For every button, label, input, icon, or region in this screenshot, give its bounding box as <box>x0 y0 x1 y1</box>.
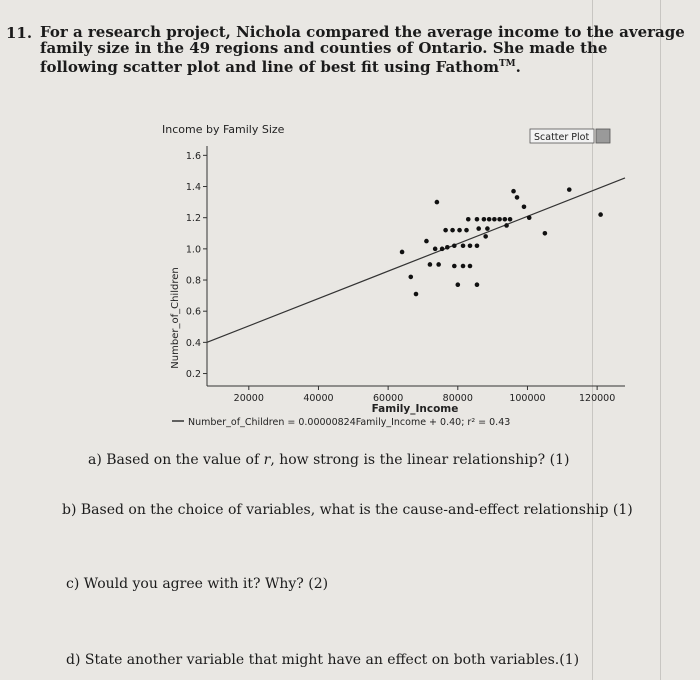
panel-label: Scatter Plot <box>534 132 590 143</box>
subquestion-a-variable: r <box>263 452 271 468</box>
data-point <box>504 223 509 228</box>
data-point <box>475 282 480 287</box>
data-point <box>424 239 429 244</box>
data-point <box>450 228 455 233</box>
trademark-mark: TM <box>498 59 516 69</box>
regression-equation: Number_of_Children = 0.00000824Family_Income + 0.40; r² = 0.43 <box>188 417 511 428</box>
chart-title: Income by Family Size <box>162 123 285 136</box>
x-tick-label: 80000 <box>442 393 473 404</box>
data-point <box>482 217 487 222</box>
subquestion-b: b) Based on the choice of variables, what is the cause-and-effect relationship (1) <box>62 502 633 518</box>
question-text <box>40 24 685 75</box>
data-point <box>436 262 441 267</box>
data-point <box>457 228 462 233</box>
data-point <box>452 264 457 269</box>
data-point <box>487 217 492 222</box>
question-text-end: . <box>515 58 521 76</box>
y-tick-label: 1.6 <box>185 150 201 162</box>
data-point <box>515 195 520 200</box>
panel-menu-icon <box>596 129 610 143</box>
data-point <box>461 243 466 248</box>
y-tick-label: 1.4 <box>185 182 201 194</box>
subquestion-a <box>88 452 569 468</box>
data-point <box>527 215 532 220</box>
subquestion-a-rest: , how strong is the linear relationship? (1) <box>270 452 570 468</box>
data-point <box>497 217 502 222</box>
y-axis-label: Number_of_Children <box>170 267 181 369</box>
question-text-body: For a research project, Nichola compared the average income to the average family size in the 49 regions and counties of Ontario. She made the following scatter plot and line of best fit using Fathom <box>40 23 685 76</box>
scatter-plot-svg <box>150 118 630 438</box>
y-tick-label: 0.8 <box>185 275 201 287</box>
subquestion-d: d) State another variable that might have an effect on both variables.(1) <box>66 652 580 668</box>
y-tick-label: 1.2 <box>185 213 201 225</box>
data-point <box>445 245 450 250</box>
data-point <box>508 217 513 222</box>
y-tick-label: 0.6 <box>185 306 201 318</box>
data-point <box>408 275 413 280</box>
data-point <box>400 250 405 255</box>
best-fit-line <box>207 178 625 342</box>
x-tick-label: 100000 <box>509 393 546 404</box>
x-tick-label: 20000 <box>233 393 264 404</box>
data-point <box>414 292 419 297</box>
data-point <box>485 226 490 231</box>
data-point <box>475 243 480 248</box>
data-point <box>466 217 471 222</box>
data-point <box>476 226 481 231</box>
data-point <box>492 217 497 222</box>
data-point <box>567 187 572 192</box>
data-point <box>522 204 527 209</box>
x-tick-label: 120000 <box>579 393 616 404</box>
data-point <box>468 243 473 248</box>
data-point <box>461 264 466 269</box>
y-tick-label: 1.0 <box>185 244 201 256</box>
x-tick-label: 40000 <box>303 393 334 404</box>
data-point <box>511 189 516 194</box>
data-point <box>483 234 488 239</box>
scatter-plot-figure <box>150 118 630 438</box>
data-point <box>475 217 480 222</box>
data-point <box>543 231 548 236</box>
data-point <box>428 262 433 267</box>
question-number: 11. <box>6 24 33 42</box>
y-tick-label: 0.4 <box>185 337 201 349</box>
data-point <box>443 228 448 233</box>
y-tick-label: 0.2 <box>185 369 201 381</box>
data-point <box>503 217 508 222</box>
data-point <box>464 228 469 233</box>
data-point <box>452 243 457 248</box>
x-axis-label: Family_Income <box>371 403 459 415</box>
data-point <box>468 264 473 269</box>
x-tick-label: 60000 <box>373 393 404 404</box>
data-point <box>598 212 603 217</box>
data-point <box>456 282 461 287</box>
subquestion-c: c) Would you agree with it? Why? (2) <box>66 576 329 592</box>
data-point <box>435 200 440 205</box>
data-point <box>440 247 445 252</box>
subquestion-a-text: a) Based on the value of <box>88 452 264 468</box>
ruled-line <box>660 0 661 680</box>
data-point <box>433 247 438 252</box>
